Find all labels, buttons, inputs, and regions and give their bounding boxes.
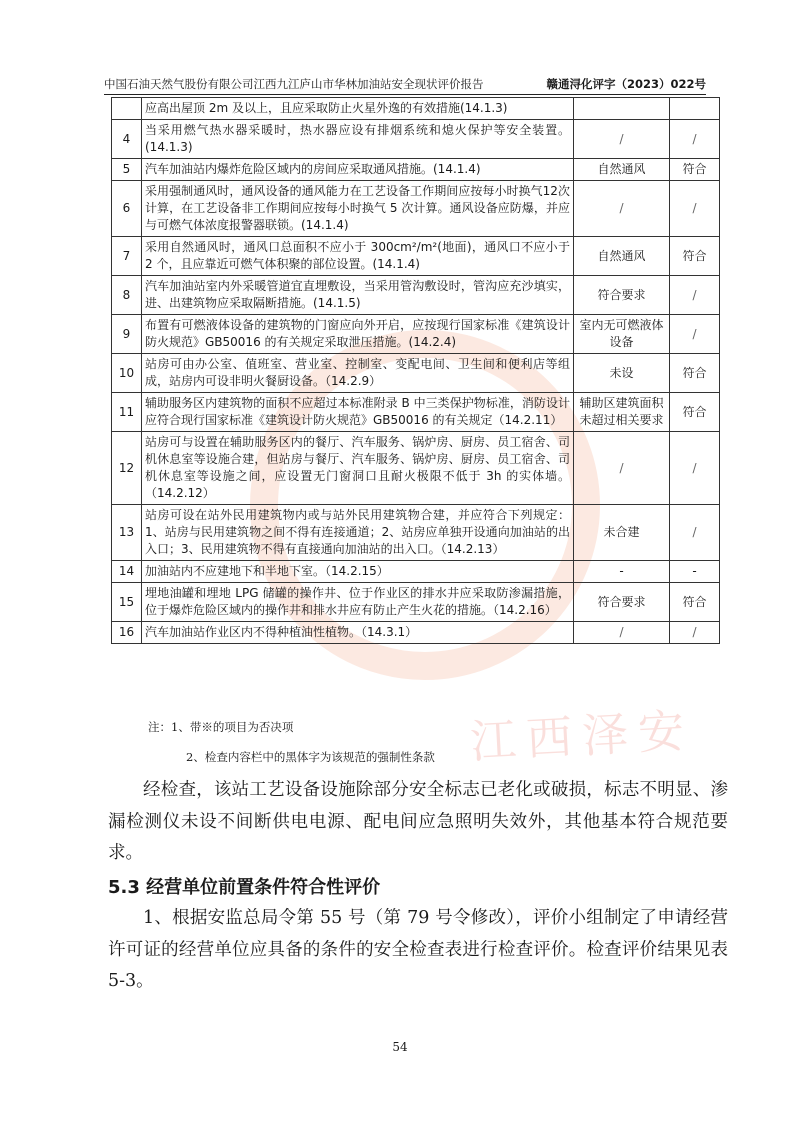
- check-result: /: [574, 432, 670, 505]
- table-row: [112, 159, 720, 181]
- conformity-cell: /: [670, 181, 720, 237]
- check-result: -: [574, 561, 670, 583]
- page-number: 54: [392, 1040, 408, 1054]
- check-content: 布置有可燃液体设备的建筑物的门窗应向外开启，应按现行国家标准《建筑设计防火规范》GB50016 的有关规定采取泄压措施。(14.2.4): [142, 315, 574, 354]
- check-content: 汽车加油站内爆炸危险区域内的房间应采取通风措施。(14.1.4): [142, 159, 574, 181]
- check-result: /: [574, 622, 670, 644]
- table-row: [112, 181, 720, 237]
- row-number: 11: [112, 393, 142, 432]
- row-number: 16: [112, 622, 142, 644]
- check-result: [574, 98, 670, 120]
- check-content: 站房可设在站外民用建筑物内或与站外民用建筑物合建，并应符合下列规定：1、站房与民用建筑物之间不得有连接通道；2、站房应单独开设通向加油站的出入口；3、民用建筑物不得有直接通向加油站的出入口。（14.2.13）: [142, 505, 574, 561]
- checklist-table: [111, 97, 720, 644]
- row-number: 6: [112, 181, 142, 237]
- check-content: 汽车加油站室内外采暖管道宜直埋敷设，当采用管沟敷设时，管沟应充沙填实，进、出建筑物应采取隔断措施。(14.1.5): [142, 276, 574, 315]
- conformity-cell: 符合: [670, 354, 720, 393]
- check-result: 未合建: [574, 505, 670, 561]
- row-number: 15: [112, 583, 142, 622]
- check-content: 站房可由办公室、值班室、营业室、控制室、变配电间、卫生间和便利店等组成，站房内可设非明火餐厨设备。（14.2.9）: [142, 354, 574, 393]
- row-number: 9: [112, 315, 142, 354]
- check-result: 自然通风: [574, 237, 670, 276]
- row-number: 10: [112, 354, 142, 393]
- check-result: 自然通风: [574, 159, 670, 181]
- note-1: 注：1、带※的项目为否决项: [148, 720, 294, 734]
- check-result: 未设: [574, 354, 670, 393]
- row-number: 8: [112, 276, 142, 315]
- conformity-cell: 符合: [670, 393, 720, 432]
- conformity-cell: /: [670, 432, 720, 505]
- check-content: 采用强制通风时，通风设备的通风能力在工艺设备工作期间应按每小时换气12次计算，在工艺设备非工作期间应按每小时换气 5 次计算。通风设备应防爆，并应与可燃气体浓度报警器联锁。(14.1.4): [142, 181, 574, 237]
- check-content: 辅助服务区内建筑物的面积不应超过本标准附录 B 中三类保护物标准，消防设计应符合现行国家标准《建筑设计防火规范》GB50016 的有关规定（14.2.11）: [142, 393, 574, 432]
- check-content: 应高出屋顶 2m 及以上，且应采取防止火星外逸的有效措施(14.1.3): [142, 98, 574, 120]
- table-notes: [148, 712, 435, 772]
- table-row: [112, 354, 720, 393]
- table-row: [112, 98, 720, 120]
- conformity-cell: /: [670, 120, 720, 159]
- row-number: 7: [112, 237, 142, 276]
- row-number: 13: [112, 505, 142, 561]
- check-content: 加油站内不应建地下和半地下室。（14.2.15）: [142, 561, 574, 583]
- row-number: [112, 98, 142, 120]
- table-row: [112, 561, 720, 583]
- row-number: 12: [112, 432, 142, 505]
- check-content: 采用自然通风时，通风口总面积不应小于 300cm²/m²(地面)，通风口不应小于 2 个，且应靠近可燃气体积聚的部位设置。(14.1.4): [142, 237, 574, 276]
- conclusion-paragraph: 经检查，该站工艺设备设施除部分安全标志已老化或破损，标志不明显、渗漏检测仪未设不间断供电电源、配电间应急照明失效外，其他基本符合规范要求。: [108, 780, 728, 863]
- conformity-cell: 符合: [670, 237, 720, 276]
- row-number: 4: [112, 120, 142, 159]
- check-result: /: [574, 120, 670, 159]
- row-number: 14: [112, 561, 142, 583]
- table-row: [112, 622, 720, 644]
- conformity-cell: 符合: [670, 583, 720, 622]
- conformity-cell: [670, 98, 720, 120]
- table-row: [112, 120, 720, 159]
- report-number: 赣通浔化评字（2023）022号: [546, 77, 706, 91]
- check-content: 站房可与设置在辅助服务区内的餐厅、汽车服务、锅炉房、厨房、员工宿舍、司机休息室等设施合建，但站房与餐厅、汽车服务、锅炉房、厨房、员工宿舍、司机休息室等设施之间，应设置无门窗洞口且耐火极限不低于 3h 的实体墙。（14.2.12）: [142, 432, 574, 505]
- section-heading: 5.3 经营单位前置条件符合性评价: [108, 877, 381, 898]
- check-result: 室内无可燃液体设备: [574, 315, 670, 354]
- conformity-cell: /: [670, 505, 720, 561]
- check-content: 汽车加油站作业区内不得种植油性植物。（14.3.1）: [142, 622, 574, 644]
- table-row: [112, 505, 720, 561]
- page-header: [104, 72, 706, 95]
- watermark-text: 江西泽安: [468, 703, 696, 769]
- check-result: 辅助区建筑面积未超过相关要求: [574, 393, 670, 432]
- row-number: 5: [112, 159, 142, 181]
- section-paragraph: 1、根据安监总局令第 55 号（第 79 号令修改），评价小组制定了申请经营许可证的经营单位应具备的条件的安全检查表进行检查评价。检查评价结果见表 5-3。: [108, 908, 728, 991]
- note-2: 2、检查内容栏中的黑体字为该规范的强制性条款: [186, 750, 435, 764]
- conformity-cell: /: [670, 315, 720, 354]
- check-result: /: [574, 181, 670, 237]
- conformity-cell: -: [670, 561, 720, 583]
- table-row: [112, 432, 720, 505]
- table-row: [112, 315, 720, 354]
- check-content: 埋地油罐和埋地 LPG 储罐的操作井、位于作业区的排水井应采取防渗漏措施，位于爆炸危险区域内的操作井和排水井应有防止产生火花的措施。（14.2.16）: [142, 583, 574, 622]
- conformity-cell: /: [670, 276, 720, 315]
- table-row: [112, 393, 720, 432]
- conformity-cell: /: [670, 622, 720, 644]
- table-row: [112, 237, 720, 276]
- check-result: 符合要求: [574, 276, 670, 315]
- conformity-cell: 符合: [670, 159, 720, 181]
- report-title: 中国石油天然气股份有限公司江西九江庐山市华林加油站安全现状评价报告: [104, 77, 484, 91]
- table-row: [112, 583, 720, 622]
- check-result: 符合要求: [574, 583, 670, 622]
- check-content: 当采用燃气热水器采暖时，热水器应设有排烟系统和熄火保护等安全装置。(14.1.3): [142, 120, 574, 159]
- table-row: [112, 276, 720, 315]
